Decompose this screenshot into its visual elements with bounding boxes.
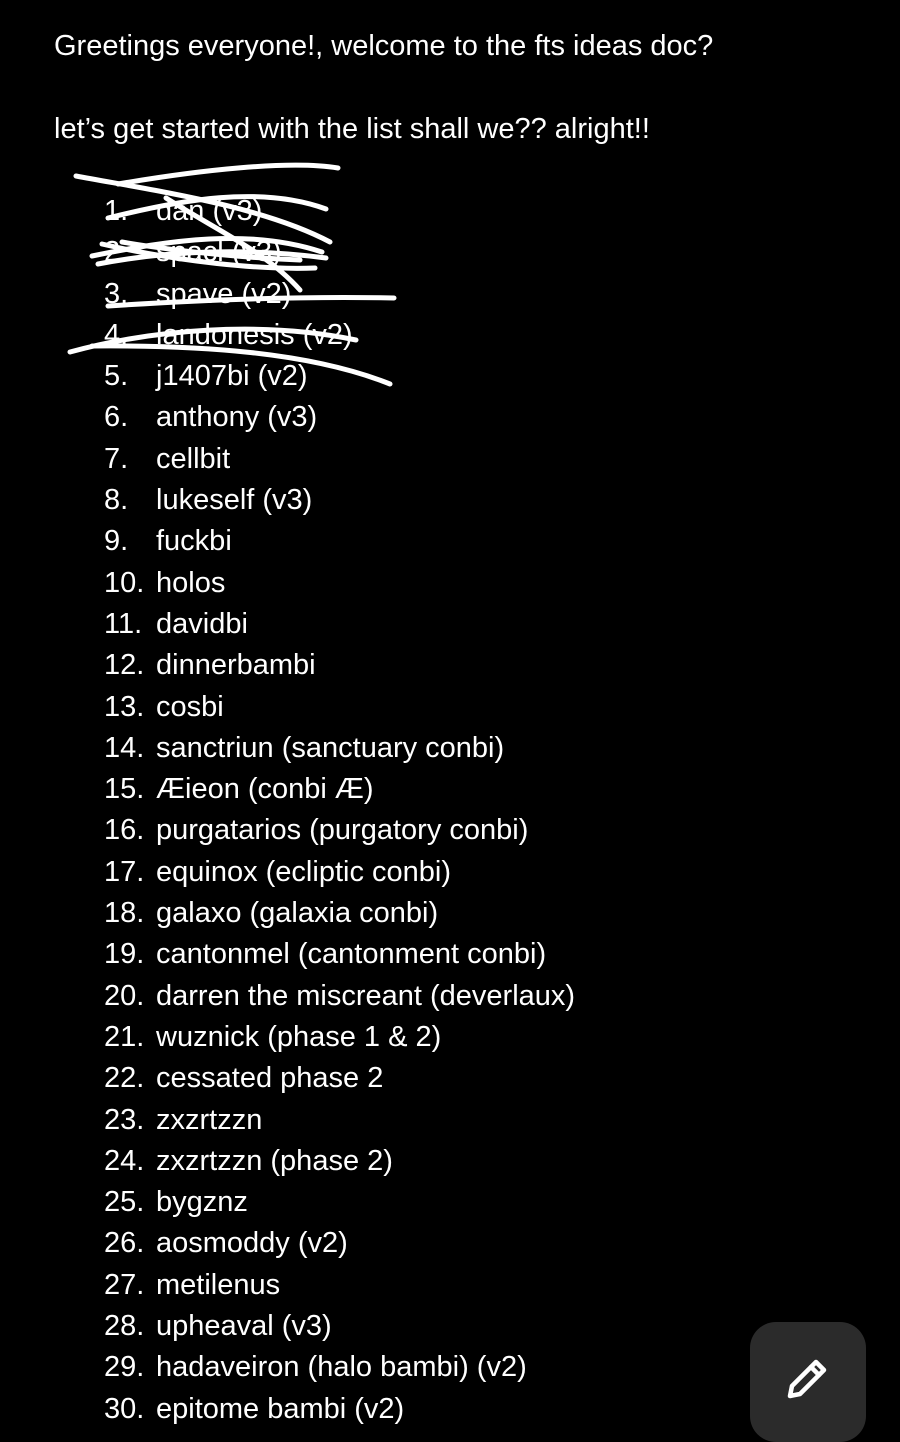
list-item-text: hadaveiron (halo bambi) (v2): [156, 1351, 527, 1384]
list-item-number: 11.: [104, 607, 143, 640]
list-item-text: Æieon (conbi Æ): [156, 773, 374, 806]
list-item-number: 3.: [104, 277, 129, 310]
list-item-text: holos: [156, 566, 226, 599]
list-item-number: 9.: [104, 525, 129, 558]
list-item-text: davidbi: [156, 607, 248, 640]
list-item-text: metilenus: [156, 1268, 281, 1301]
list-item-number: 18.: [104, 897, 145, 930]
list-item: [104, 1347, 575, 1388]
list-item: [104, 687, 575, 728]
list-item-number: 5.: [104, 360, 129, 393]
list-item-text: aosmoddy (v2): [156, 1227, 348, 1260]
list-item-text: cessated phase 2: [156, 1062, 384, 1095]
list-item-text: spave (v2): [156, 277, 292, 310]
list-item-text: anthony (v3): [156, 401, 318, 434]
list-item: [104, 563, 575, 604]
list-item-text: cantonmel (cantonment conbi): [156, 938, 547, 971]
list-item-text: fuckbi: [156, 525, 232, 558]
idea-list: [104, 191, 575, 1430]
list-item: [104, 645, 575, 686]
list-item: [104, 1100, 575, 1141]
list-item: [104, 1141, 575, 1182]
list-item: [104, 480, 575, 521]
list-item-text: galaxo (galaxia conbi): [156, 897, 439, 930]
list-item-number: 21.: [104, 1020, 145, 1053]
list-item-number: 10.: [104, 566, 145, 599]
list-item-text: sanctriun (sanctuary conbi): [156, 731, 505, 764]
list-item: [104, 397, 575, 438]
list-item-number: 28.: [104, 1310, 145, 1343]
list-item-number: 7.: [104, 442, 129, 475]
list-item-text: dan (v3): [156, 195, 263, 227]
list-item-number: 1.: [104, 195, 129, 227]
list-item-number: 29.: [104, 1351, 145, 1384]
list-item: [104, 1017, 575, 1058]
list-item-text: upheaval (v3): [156, 1310, 332, 1343]
list-item: [104, 191, 575, 232]
list-item-text: bygznz: [156, 1186, 248, 1219]
list-item-number: 19.: [104, 938, 145, 971]
list-item: [104, 893, 575, 934]
list-item-number: 30.: [104, 1392, 145, 1425]
list-item-text: cosbi: [156, 690, 224, 723]
list-item-text: cellbit: [156, 442, 231, 475]
list-item-number: 16.: [104, 814, 145, 847]
list-item-text: lukeself (v3): [156, 484, 313, 517]
list-item-number: 26.: [104, 1227, 145, 1260]
list-item: [104, 1389, 575, 1430]
list-item-number: 25.: [104, 1186, 145, 1219]
list-item-text: j1407bi (v2): [156, 360, 308, 393]
list-item-number: 8.: [104, 484, 129, 517]
list-item-number: 27.: [104, 1268, 145, 1301]
list-item-text: darren the miscreant (deverlaux): [156, 979, 576, 1012]
list-item: [104, 852, 575, 893]
intro-text: let’s get started with the list shall we?? alright!!: [54, 113, 650, 145]
list-item-number: 17.: [104, 855, 145, 888]
list-item-text: equinox (ecliptic conbi): [156, 855, 451, 888]
list-item-text: landonesis (v2): [156, 318, 353, 351]
list-item-text: purgatarios (purgatory conbi): [156, 814, 529, 847]
list-item-number: 13.: [104, 690, 145, 723]
pencil-icon: [782, 1352, 834, 1404]
list-item: [104, 315, 575, 356]
list-item: [104, 604, 575, 645]
list-item-text: spacl (v3): [156, 236, 282, 269]
list-item-number: 23.: [104, 1103, 145, 1136]
list-item: [104, 521, 575, 562]
list-item-number: 4.: [104, 318, 129, 351]
list-item-number: 6.: [104, 401, 129, 434]
list-item: [104, 934, 575, 975]
list-item-number: 12.: [104, 649, 145, 682]
list-item: [104, 439, 575, 480]
list-item: [104, 769, 575, 810]
list-item-number: 20.: [104, 979, 145, 1012]
list-item: [104, 728, 575, 769]
list-item-text: dinnerbambi: [156, 649, 316, 682]
greeting-text: Greetings everyone!, welcome to the fts ideas doc?: [54, 30, 714, 62]
list-item: [104, 274, 575, 315]
list-item-text: zxzrtzzn (phase 2): [156, 1144, 393, 1177]
edit-button[interactable]: [750, 1322, 866, 1442]
list-item-number: 24.: [104, 1144, 145, 1177]
list-item: [104, 1058, 575, 1099]
list-item: [104, 810, 575, 851]
list-item: [104, 976, 575, 1017]
list-item-number: 22.: [104, 1062, 145, 1095]
list-item: [104, 1265, 575, 1306]
list-item-number: 14.: [104, 731, 145, 764]
list-item-text: wuznick (phase 1 & 2): [156, 1020, 442, 1053]
list-item: [104, 1182, 575, 1223]
list-item: [104, 356, 575, 397]
list-item: [104, 232, 575, 273]
list-item-number: 15.: [104, 773, 145, 806]
list-item: [104, 1306, 575, 1347]
list-item-text: zxzrtzzn: [156, 1103, 263, 1136]
list-item-text: epitome bambi (v2): [156, 1392, 405, 1425]
list-item-number: 2.: [104, 236, 129, 269]
list-item: [104, 1223, 575, 1264]
